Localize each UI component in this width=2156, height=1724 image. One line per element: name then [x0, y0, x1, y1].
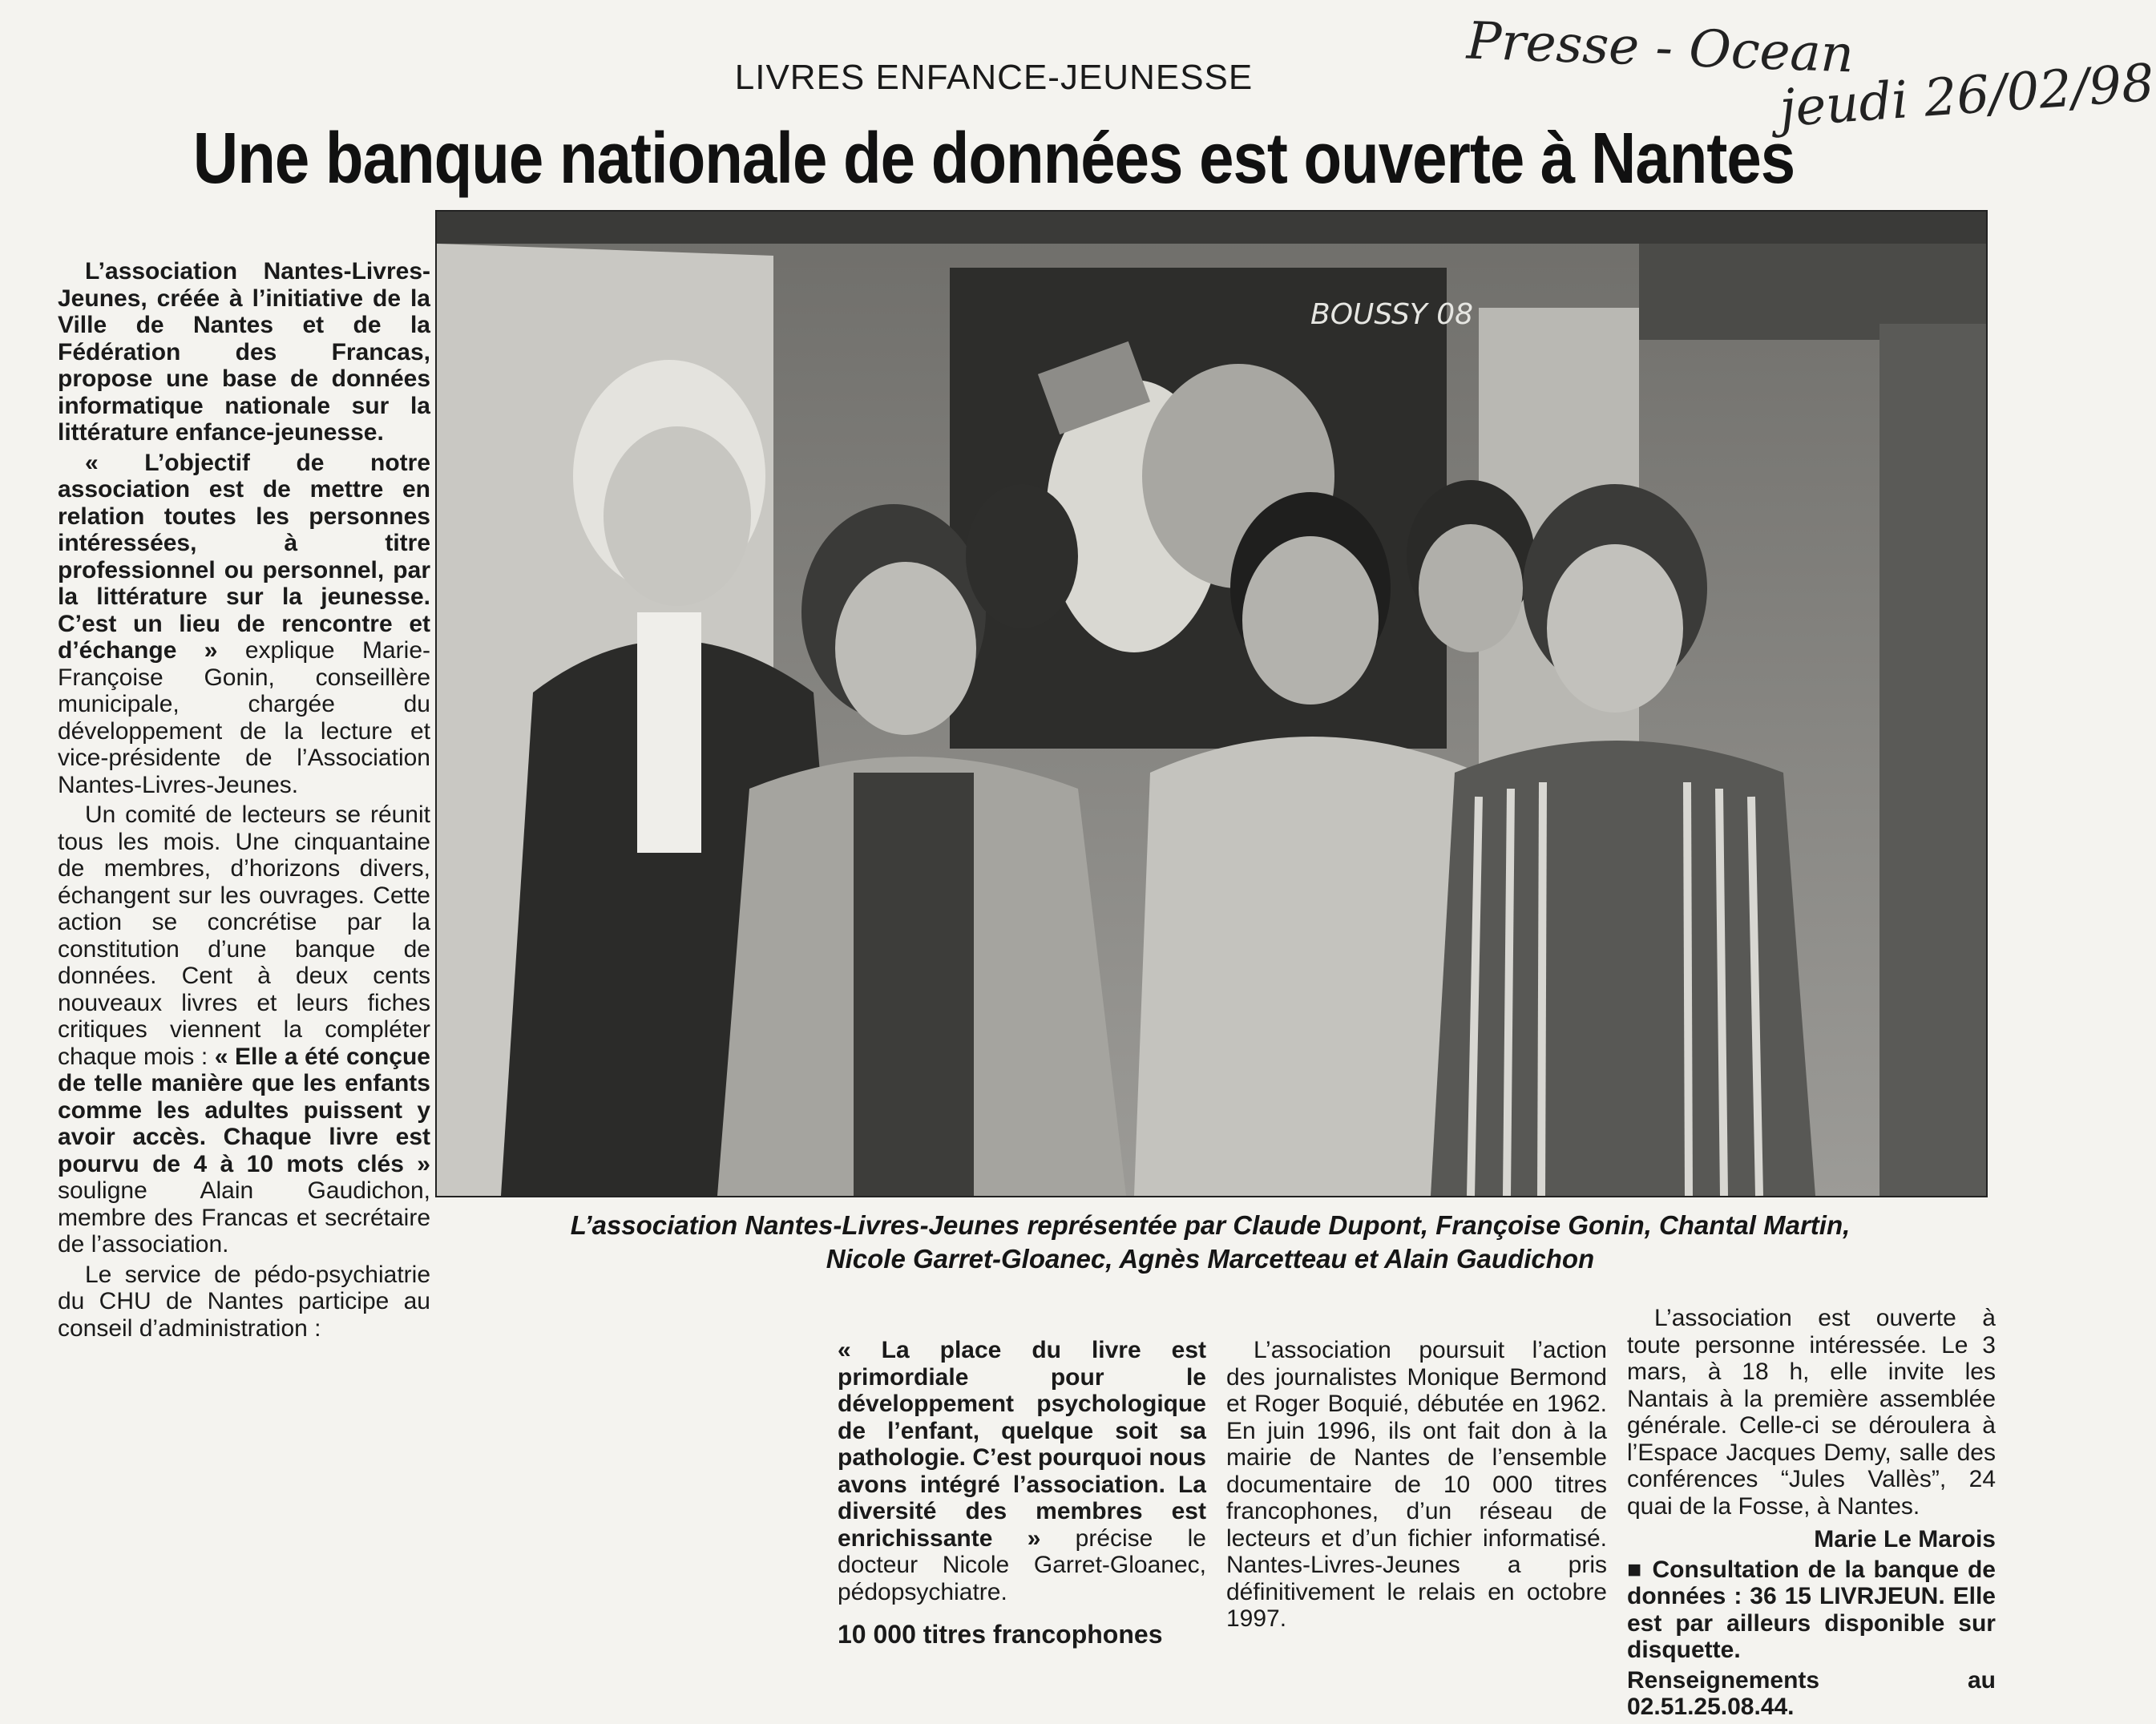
paragraph-3-end: précise le docteur Nicole Garret-Gloanec, pédopsychiatre. [838, 1524, 1206, 1605]
article-headline: Une banque nationale de données est ouverte à Nantes [192, 117, 1795, 199]
article-column-2 [838, 1337, 1206, 1655]
section-rubric: LIVRES ENFANCE-JEUNESSE [734, 58, 1254, 97]
photo-illustration [437, 212, 1986, 1196]
paragraph-2 [58, 801, 430, 1258]
handwritten-line-1: Presse - Ocean [1465, 11, 1855, 85]
paragraph-1-rest: explique Marie-Françoise Gonin, conseillère municipale, chargée du développement de la lecture et vice-présidente de l’Association Nantes-Livres-Jeunes. [58, 637, 430, 798]
paragraph-3-continued [838, 1337, 1206, 1605]
painting-signature: BOUSSY 08 [1310, 298, 1474, 331]
paragraph-1 [58, 450, 430, 799]
caption-line-1: L’association Nantes-Livres-Jeunes représentée par Claude Dupont, Françoise Gonin, Chantal Martin, [570, 1210, 1851, 1240]
paragraph-2-start: Un comité de lecteurs se réunit tous les mois. Une cinquantaine de membres, d’horizons divers, échangent sur les ouvrages. Cette action se concrétise par la constitution d’une banque de données. Cent à deux cents nouveaux livres et leurs fiches critiques viennent la compléter chaque mois : [58, 801, 430, 1070]
info-consultation: ■ Consultation de la banque de données : 36 15 LIVRJEUN. Elle est par ailleurs disponible sur disquette. [1627, 1556, 1996, 1663]
article-lead: L’association Nantes-Livres-Jeunes, créée à l’initiative de la Ville de Nantes et de la Fédération des Francas, propose une base de données informatique nationale sur la littérature enfance-jeunesse. [58, 258, 430, 446]
paragraph-4: L’association poursuit l’action des journalistes Monique Bermond et Roger Boquié, débutée en 1962. En juin 1996, ils ont fait don à la mairie de Nantes de l’ensemble documentaire de 10 000 titres francophones, d’un réseau de lecteurs et d’un fichier informatisé. Nantes-Livres-Jeunes a pris définitivement le relais en octobre 1997. [1226, 1337, 1607, 1632]
paragraph-2-end: souligne Alain Gaudichon, membre des Francas et secrétaire de l’association. [58, 1177, 430, 1258]
article-column-4 [1627, 1305, 1996, 1724]
caption-line-2: Nicole Garret-Gloanec, Agnès Marcetteau et Alain Gaudichon [826, 1244, 1595, 1274]
photo-caption [449, 1209, 1972, 1276]
intertitle: 10 000 titres francophones [838, 1620, 1163, 1649]
article-column-3 [1226, 1337, 1607, 1636]
quote-garret-gloanec: « La place du livre est primordiale pour le développement psychologique de l’enfant, quelque soit sa pathologie. C’est pourquoi nous avons intégré l’association. La diversité des membres est enrichissante » [838, 1337, 1206, 1552]
author-signature: Marie Le Marois [1814, 1526, 1996, 1552]
quote-gonin: « L’objectif de notre association est de mettre en relation toutes les personnes intéressées, à titre professionnel ou personnel, par la littérature sur la jeunesse. C’est un lieu de rencontre et d’échange » [58, 449, 430, 664]
info-contact: Renseignements au 02.51.25.08.44. [1627, 1666, 1996, 1720]
paragraph-3-start: Le service de pédo-psychiatrie du CHU de Nantes participe au conseil d’administration : [58, 1261, 430, 1342]
handwritten-line-2: jeudi 26/02/98 [1777, 53, 2156, 139]
handwritten-source-note [1465, 11, 2156, 139]
paragraph-5: L’association est ouverte à toute personne intéressée. Le 3 mars, à 18 h, elle invite les Nantais à la première assemblée générale. Celle-ci se déroulera à l’Espace Jacques Demy, salle des conférences “Jules Vallès”, 24 quai de la Fosse, à Nantes. [1627, 1305, 1996, 1520]
quote-gaudichon: « Elle a été conçue de telle manière que les enfants comme les adultes puissent y avoir accès. Chaque livre est pourvu de 4 à 10 mots clés » [58, 1043, 430, 1177]
article-photo [435, 210, 1988, 1197]
article-column-1 [58, 258, 430, 1345]
